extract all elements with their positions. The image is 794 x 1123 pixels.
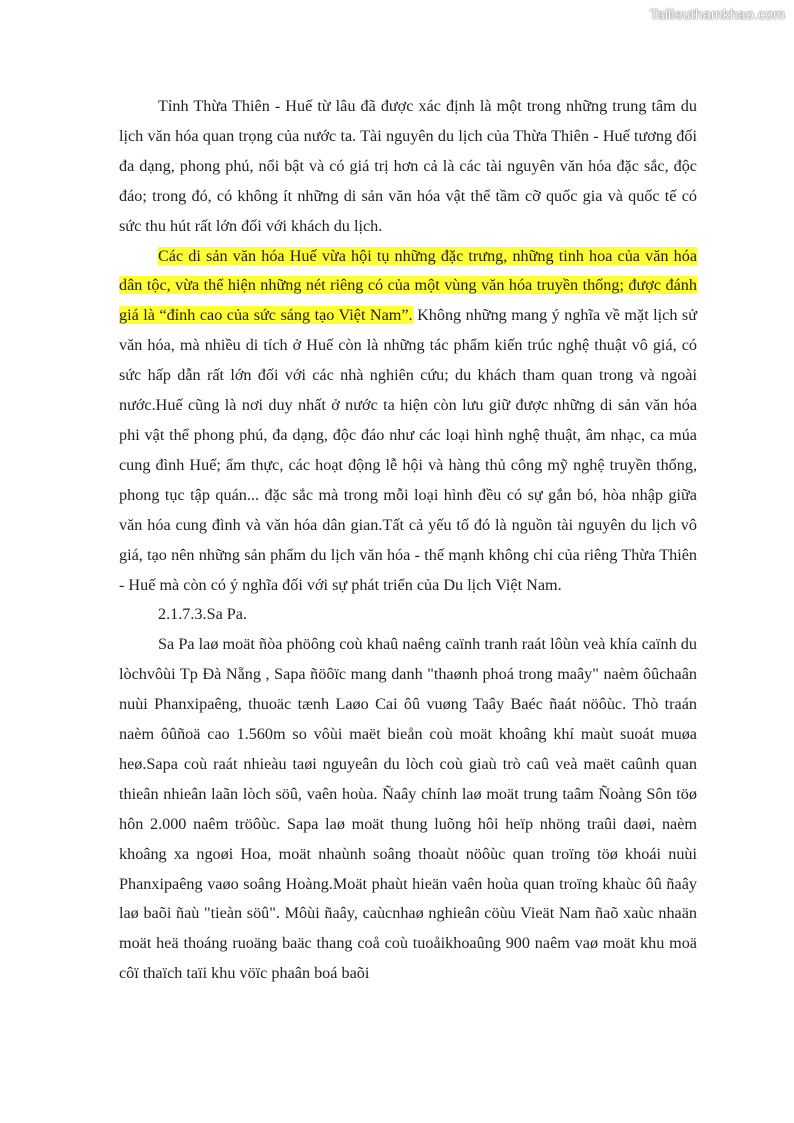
paragraph-text: Không những mang ý nghĩa về mặt lịch sử văn hóa, mà nhiều di tích ở Huế còn là những tác phẩm kiến trúc nghệ thuật vô giá, có sức hấp dẫn rất lớn đối với các nhà nghiên cứu; du khách tham quan trong và ngoài nước.Huế cũng là nơi duy nhất ở nước ta hiện còn lưu giữ được những di sản văn hóa phi vật thể phong phú, đa dạng, độc đáo như các loại hình nghệ thuật, âm nhạc, ca múa cung đình Huế; ẩm thực, các hoạt động lễ hội và hàng thủ công mỹ nghệ truyền thống, phong tục tập quán... đặc sắc mà trong mỗi loại hình đều có sự gắn bó, hòa nhập giữa văn hóa cung đình và văn hóa dân gian.Tất cả yếu tố đó là nguồn tài nguyên du lịch vô giá, tạo nên những sản phẩm du lịch văn hóa - thế mạnh không chỉ của riêng Thừa Thiên - Huế mà còn có ý nghĩa đối với sự phát triển của Du lịch Việt Nam.: [119, 306, 697, 594]
section-heading-sapa: 2.1.7.3.Sa Pa.: [158, 605, 248, 624]
paragraph-hue-intro: Tỉnh Thừa Thiên - Huế từ lâu đã được xác định là một trong những trung tâm du lịch văn hóa quan trọng của nước ta. Tài nguyên du lịch của Thừa Thiên - Huế tương đối đa dạng, phong phú, nổi bật và có giá trị hơn cả là các tài nguyên văn hóa đặc sắc, độc đáo; trong đó, có không ít những di sản văn hóa vật thể tầm cỡ quốc gia và quốc tế có sức thu hút rất lớn đối với khách du lịch.: [119, 97, 697, 235]
paragraph-sapa: Sa Pa laø moät ñòa phöông coù khaû naêng caïnh tranh raát lôùn veà khía caïnh du lòchvôùi Tp Đà Nẵng , Sapa ñöôïc mang danh "thaønh phoá trong maây" naèm ôûchaân nuùi Phanxipaêng, thuoäc tænh Laøo Cai ôû vuøng Taây Baéc ñaát nöôùc. Thò traán naèm ôûñoä cao 1.560m so vôùi maët bieån coù moät khoâng khí maùt suoát muøa heø.Sapa coù raát nhieàu taøi nguyeân du lòch coù giaù trò caû veà maët caûnh quan thieân nhieân laãn lòch söû, vaên hoùa. Ñaây chính laø moät trung taâm Ñoàng Sôn töø hôn 2.000 naêm tröôùc. Sapa laø moät thung luõng hôi heïp nhöng traûi daøi, naèm khoâng xa ngoøi Hoa, moät nhaùnh soâng thoaùt nöôùc quan troïng töø khoái nuùi Phanxipaêng vaøo soâng Hoàng.Moät phaùt hieän vaên hoùa quan troïng khaùc ôû ñaây laø baõi ñaù "tieàn söû". Môùi ñaây, caùcnhaø nghieân cöùu Vieät Nam ñaõ xaùc nhaän moät heä thoáng ruoäng baäc thang coå coù tuoåikhoaûng 900 naêm vaø moät khu moä côï thaïch taïi khu vöïc phaân boá baõi: [119, 635, 697, 983]
watermark-text: Tailieuthamkhao.com: [649, 6, 785, 22]
paragraph-hue-heritage: [119, 242, 697, 601]
highlighted-text: Các di sản văn hóa Huế vừa hội tụ những đặc trưng, những tinh hoa của văn hóa dân tộc, vừa thể hiện những nét riêng có của một vùng văn hóa truyền thống; được đánh giá là “đỉnh cao của sức sáng tạo Việt Nam”.: [119, 246, 697, 325]
document-body: [119, 92, 697, 989]
